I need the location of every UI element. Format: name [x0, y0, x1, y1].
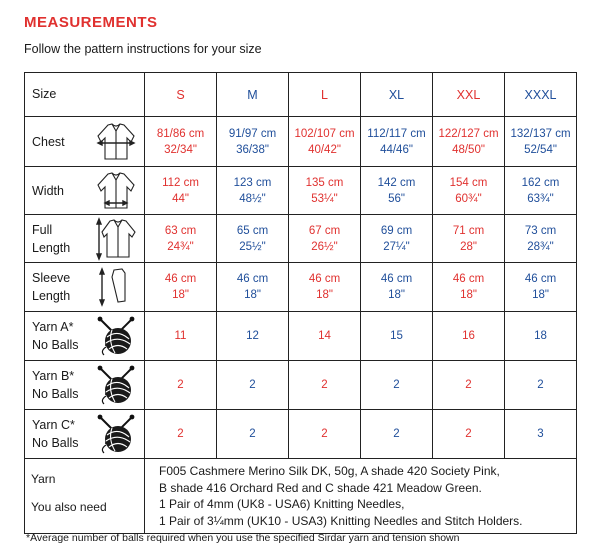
- row-label-cell: [25, 312, 145, 361]
- value-primary: 65 cm: [236, 224, 269, 237]
- value-primary: 2: [465, 428, 472, 440]
- value-secondary: 48/50": [452, 143, 485, 156]
- value-cell-s: [145, 167, 217, 215]
- value-secondary: 18": [388, 289, 405, 301]
- value-primary: 46 cm: [164, 273, 197, 285]
- row-label-line-2: Length: [32, 240, 71, 255]
- value-primary: 2: [321, 379, 328, 391]
- value-primary: 2: [393, 379, 400, 391]
- row-label: Full: [32, 222, 53, 237]
- value-secondary: 28¾": [527, 240, 554, 253]
- value-primary: 46 cm: [308, 273, 341, 285]
- measurement-row: [25, 361, 577, 410]
- value-primary: 2: [177, 428, 184, 440]
- value-primary: 2: [465, 379, 472, 391]
- measurement-row: [25, 410, 577, 459]
- value-primary: 112/117 cm: [367, 127, 426, 140]
- value-secondary: 44/46": [380, 143, 413, 156]
- yarn-info-row: [25, 459, 577, 534]
- value-cell-m: [217, 117, 289, 167]
- value-cell-xl: [361, 410, 433, 459]
- value-primary: 2: [537, 379, 544, 391]
- value-primary: 46 cm: [380, 273, 413, 285]
- row-label: Yarn B*: [32, 369, 75, 383]
- yarn-ball-icon: [94, 315, 138, 357]
- value-primary: 2: [321, 428, 328, 440]
- value-primary: 16: [462, 330, 475, 342]
- page-subtitle: Follow the pattern instructions for your size: [24, 42, 262, 56]
- value-primary: 14: [318, 330, 331, 342]
- value-cell-s: [145, 215, 217, 263]
- value-primary: 112 cm: [162, 176, 199, 189]
- value-cell-s: [145, 361, 217, 410]
- you-also-need-label: You also need: [31, 499, 107, 514]
- value-primary: 102/107 cm: [294, 127, 355, 140]
- page-title: MEASUREMENTS: [24, 14, 158, 31]
- value-cell-xxxl: [505, 215, 577, 263]
- row-label: Yarn A*: [32, 320, 74, 334]
- value-cell-l: [289, 361, 361, 410]
- value-cell-s: [145, 312, 217, 361]
- value-cell-xl: [361, 361, 433, 410]
- value-cell-xxxl: [505, 263, 577, 312]
- value-cell-m: [217, 312, 289, 361]
- value-secondary: 56": [388, 192, 405, 205]
- value-cell-xl: [361, 117, 433, 167]
- value-primary: 15: [390, 330, 403, 342]
- value-primary: 69 cm: [380, 224, 413, 237]
- value-cell-m: [217, 167, 289, 215]
- row-label: Yarn C*: [32, 418, 75, 432]
- measurement-row: [25, 312, 577, 361]
- size-header-xxl: XXL: [433, 73, 505, 117]
- value-secondary: 18": [316, 289, 333, 301]
- value-cell-xl: [361, 215, 433, 263]
- value-secondary: 60¾": [455, 192, 482, 205]
- value-cell-l: [289, 117, 361, 167]
- value-cell-xxl: [433, 361, 505, 410]
- size-header-xxxl: XXXL: [505, 73, 577, 117]
- size-header-label: Size: [25, 73, 145, 117]
- value-cell-l: [289, 167, 361, 215]
- value-cell-m: [217, 361, 289, 410]
- value-cell-s: [145, 117, 217, 167]
- value-secondary: 28": [460, 240, 477, 253]
- value-primary: 91/97 cm: [228, 127, 277, 140]
- value-cell-xl: [361, 312, 433, 361]
- value-primary: 18: [534, 330, 547, 342]
- measurement-row: [25, 263, 577, 312]
- row-label-cell: [25, 263, 145, 312]
- value-primary: 12: [246, 330, 259, 342]
- value-secondary: 53¼": [311, 192, 338, 205]
- row-label: Width: [32, 183, 64, 198]
- value-cell-xxl: [433, 263, 505, 312]
- value-cell-l: [289, 215, 361, 263]
- value-cell-m: [217, 410, 289, 459]
- size-header-s: S: [145, 73, 217, 117]
- value-primary: 46 cm: [452, 273, 485, 285]
- value-primary: 46 cm: [236, 273, 269, 285]
- value-secondary: 24¾": [167, 240, 194, 253]
- yarn-line: F005 Cashmere Merino Silk DK, 50g, A shade 420 Society Pink,: [159, 464, 500, 478]
- value-primary: 3: [537, 428, 544, 440]
- value-cell-xxxl: [505, 361, 577, 410]
- yarn-line: 1 Pair of 3¼mm (UK10 - USA3) Knitting Needles and Stitch Holders.: [159, 513, 523, 528]
- row-label-line-2: Length: [32, 289, 71, 303]
- value-cell-xl: [361, 167, 433, 215]
- value-primary: 11: [174, 330, 187, 342]
- value-secondary: 18": [532, 289, 549, 301]
- row-label-line-2: No Balls: [32, 436, 79, 450]
- value-primary: 154 cm: [449, 176, 488, 189]
- value-cell-xxl: [433, 167, 505, 215]
- sweater-width-icon: [94, 171, 138, 211]
- row-label-cell: [25, 410, 145, 459]
- yarn-ball-icon: [94, 364, 138, 406]
- size-header-l: L: [289, 73, 361, 117]
- measurement-row: [25, 167, 577, 215]
- value-cell-m: [217, 215, 289, 263]
- value-primary: 2: [249, 379, 256, 391]
- value-cell-l: [289, 263, 361, 312]
- value-primary: 67 cm: [308, 224, 341, 237]
- value-secondary: 26½": [311, 240, 338, 253]
- value-primary: 142 cm: [377, 176, 416, 189]
- value-primary: 132/137 cm: [510, 127, 571, 140]
- value-primary: 123 cm: [233, 176, 272, 189]
- value-cell-xxxl: [505, 410, 577, 459]
- row-label-cell: [25, 361, 145, 410]
- yarn-line: B shade 416 Orchard Red and C shade 421 Meadow Green.: [159, 480, 482, 495]
- row-label: Sleeve: [32, 271, 71, 285]
- value-cell-s: [145, 263, 217, 312]
- value-primary: 46 cm: [524, 273, 557, 285]
- value-cell-xxxl: [505, 167, 577, 215]
- value-secondary: 52/54": [524, 143, 557, 156]
- row-label-cell: [25, 215, 145, 263]
- value-primary: 63 cm: [164, 224, 197, 237]
- yarn-line: 1 Pair of 4mm (UK8 - USA6) Knitting Needles,: [159, 497, 405, 511]
- row-label-line-2: No Balls: [32, 338, 79, 352]
- value-cell-xxl: [433, 312, 505, 361]
- value-cell-s: [145, 410, 217, 459]
- value-cell-xxxl: [505, 117, 577, 167]
- value-cell-l: [289, 312, 361, 361]
- size-header-xl: XL: [361, 73, 433, 117]
- size-header-m: M: [217, 73, 289, 117]
- value-secondary: 48½": [239, 192, 266, 205]
- footnote: *Average number of balls required when you use the specified Sirdar yarn and tension shown: [26, 532, 460, 544]
- yarn-label: Yarn: [31, 472, 56, 486]
- value-cell-xxxl: [505, 312, 577, 361]
- value-secondary: 44": [172, 192, 189, 205]
- value-secondary: 36/38": [236, 143, 269, 156]
- row-label-cell: [25, 167, 145, 215]
- value-primary: 122/127 cm: [438, 127, 499, 140]
- value-cell-xxl: [433, 215, 505, 263]
- value-secondary: 40/42": [308, 143, 341, 156]
- value-cell-xxl: [433, 410, 505, 459]
- value-primary: 135 cm: [305, 176, 344, 189]
- value-secondary: 32/34": [164, 143, 197, 156]
- measurement-row: [25, 117, 577, 167]
- value-primary: 71 cm: [452, 224, 485, 237]
- measurements-table: [24, 72, 577, 534]
- value-secondary: 27¼": [383, 240, 410, 253]
- value-secondary: 25½": [239, 240, 266, 253]
- sleeve-length-icon: [94, 267, 138, 307]
- value-primary: 2: [177, 379, 184, 391]
- value-cell-l: [289, 410, 361, 459]
- value-primary: 73 cm: [524, 224, 557, 237]
- value-secondary: 18": [460, 289, 477, 301]
- value-secondary: 18": [244, 289, 261, 301]
- sweater-chest-icon: [94, 122, 138, 162]
- yarn-info-text: [145, 459, 577, 534]
- value-secondary: 63¾": [527, 192, 554, 205]
- value-cell-m: [217, 263, 289, 312]
- yarn-ball-icon: [94, 413, 138, 455]
- value-primary: 162 cm: [521, 176, 560, 189]
- value-primary: 81/86 cm: [156, 127, 205, 140]
- value-secondary: 18": [172, 289, 189, 301]
- sweater-length-icon: [94, 217, 138, 261]
- row-label-line-2: No Balls: [32, 387, 79, 401]
- size-header-row: [25, 73, 577, 117]
- row-label: Chest: [32, 134, 65, 149]
- value-cell-xl: [361, 263, 433, 312]
- measurement-row: [25, 215, 577, 263]
- row-label-cell: [25, 117, 145, 167]
- value-primary: 2: [249, 428, 256, 440]
- yarn-info-labels: [25, 459, 145, 534]
- value-primary: 2: [393, 428, 400, 440]
- value-cell-xxl: [433, 117, 505, 167]
